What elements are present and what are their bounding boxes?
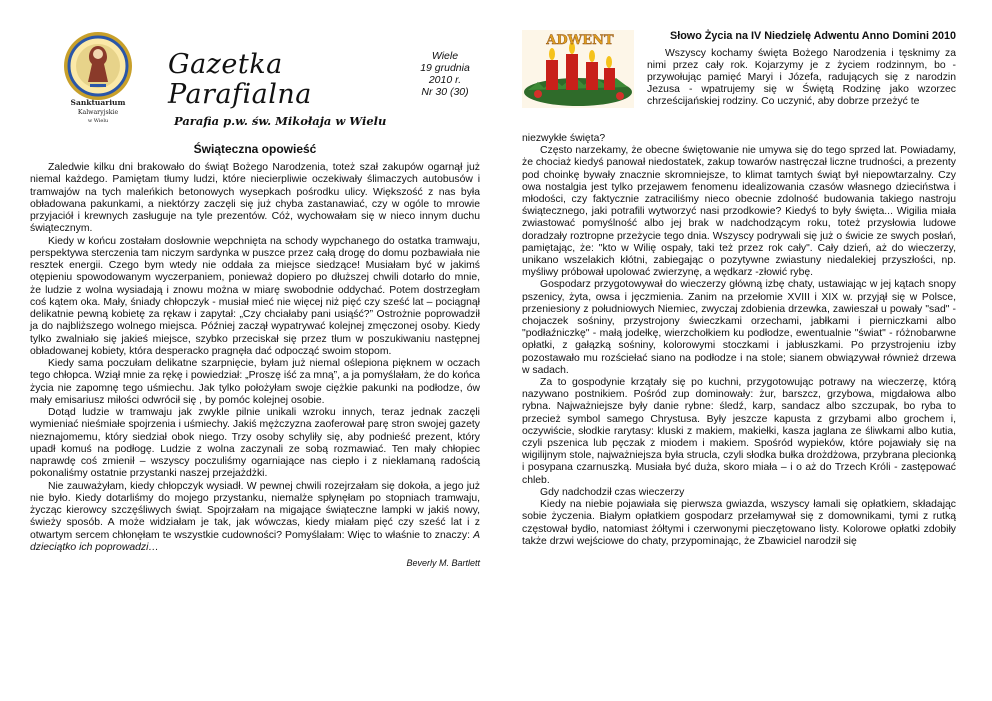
issue-info — [413, 50, 477, 98]
advent-label: ADWENT — [546, 33, 614, 48]
story-paragraph-5-text: Nie zauważyłam, kiedy chłopczyk wysiadł. W pewnej chwili rozejrzałam się dokoła, a jego już nie było. Kiedy dotarliśmy do mojego przystanku, niemalże spłynęłam po stopniach tramwaju, życząc kierowcy szczęśliwych świąt. Spojrzałam na migające świąteczne lampki w jakiś nowy, świeży sposób. A może widziałam je tak, jak wówczas, kiedy miałam pięć czy sześć lat i z otwartym sercem chłonęłam te wszystkie cudowności? Pomyślałam: Więc to właśnie to znaczy: — [30, 480, 480, 541]
advent-candles-image — [522, 30, 634, 108]
issue-year: 2010 r. — [428, 74, 462, 86]
issue-place: Wiele — [431, 50, 459, 62]
word-of-life-title: Słowo Życia na IV Niedzielę Adwentu Anno Domini 2010 — [670, 30, 956, 42]
intro-continuation: niezwykłe święta? — [522, 133, 606, 144]
intro-text — [647, 48, 956, 108]
reflection-paragraph-4: Kiedy na niebie pojawiała się pierwsza gwiazda, wszyscy łamali się opłatkiem, składając sobie życzenia. Białym opłatkiem gospodarz przełamywał się z domownikami, tymi z rutką częstował bydło, natomiast żółtymi i czerwonymi pieczętowano listy. Kolorowe opłatki zdobiły także drzwi wejściowe do chaty, przypominając, że Zbawiciel narodził się — [522, 499, 956, 547]
seal-line3: w Wielu — [87, 118, 109, 124]
story-paragraph-5 — [30, 481, 480, 555]
brand-block — [168, 50, 418, 128]
issue-day: 19 grudnia — [420, 62, 470, 74]
story-paragraph-3: Kiedy sama poczułam delikatne szarpnięcie, byłam już niemal oślepiona pięknem w oczach tego chłopca. Wziął mnie za rękę i powiedział: „Proszę iść za mną”, a ja pomyślałam, że do końca życia nie zapomnę tego uśmiechu. Jak tylko położyłam swoje ciężkie pakunki na podłodze, ów mały emisariusz miłości odwrócił się , by pomóc kolejnej osobie. — [30, 358, 480, 406]
issue-number: Nr 30 (30) — [421, 86, 469, 98]
story-paragraph-2: Kiedy w końcu zostałam dosłownie wepchnięta na schody wypchanego do ostatka tramwaju, perspektywa sterczenia tam niczym sardynka w puszce przez całą drogę do domu pozbawiała nie resztek energii. Czego bym wtedy nie oddała za miejsce siedzące! Musiałam być w jakimś otępieniu spowodowanym wyczerpaniem, ponieważ dopiero po dłuższej chwili dotarło do mnie, że ludzie z wolna wysiadają i znowu można w miarę swobodnie oddychać. Potem dostrzegłam coś kątem oka. Mały, śniady chłopczyk - musiał mieć nie więcej niż pięć czy sześć lat – pociągnął delikatnie pewną kobietę za rękaw i zapytał: „Czy chciałaby pani usiąść?” Ostrożnie poprowadził ja do najbliższego wolnego miejsca. Później zaczął wypatrywać kolejnej zmęczonej osoby. Kiedy tylko zwalniało się jakieś miejsce, szybko przeciskał się przez tłum w poszukiwaniu następnej obładowanej kobiety, która desperacko pragnęła dać odpocząć swoim stopom. — [30, 235, 480, 357]
left-column — [30, 28, 480, 688]
reflection-paragraph-3: Za to gospodynie krzątały się po kuchni, przygotowując potrawy na wieczerzę, którą nazywano postnikiem. Pośród zup dominowały: żur, barszcz, grzybowa, migdałowa albo rybna. Najważniejsze były danie rybne: śledź, karp, sandacz albo szczupak, bo ryba to przecież symbol samego Chrystusa. Były jeszcze kapusta z grzybami albo grochem i, oczywiście, słodkie rarytasy: kluski z makiem, makiełki, kasza jaglana ze śliwkami albo kutia, czyli pszenica lub pęczak z miodem i makiem. Spośród wypieków, które pojawiały się na wigilijnym stole, najważniejsza była strucla, czyli słodka bułka drożdżowa, przybrana plecionką i posypana czarnuszką. Musiała być duża, skoro miała – i o aż do Trzech Króli - zastępować chleb. — [522, 377, 956, 486]
parish-subtitle: Parafia p.w. św. Mikołaja w Wielu — [174, 114, 387, 128]
seal-line2: Kalwaryjskie — [77, 109, 119, 116]
sanctuary-seal-logo — [60, 30, 136, 126]
intro-paragraph: Wszyscy kochamy święta Bożego Narodzenia i tęsknimy za nimi przez cały rok. Kojarzymy je z życiem rodzinnym, bo - przywołując pamięć Maryi i Józefa, radujących się z narodzin Jezusa - wpatrujemy się w Świętą Rodzinę jako wzorzec chrześcijańskiej rodziny. Co uczynić, aby dobrze przeżyć te — [647, 48, 956, 108]
reflection-paragraph-1: Często narzekamy, że obecne świętowanie nie umywa się do tego sprzed lat. Powiadamy, że chociaż kiedyś panował niedostatek, zakup towarów nastręczał liczne trudności, a prezenty pod choinkę bywały znacznie skromniejsze, to klimat tamtych świąt był niepowtarzalny. Czy owa nostalgia jest tylko przejawem fenomenu idealizowania czasów własnego dzieciństwa i młodości, czy faktycznie zatraciliśmy nieco obecnie zdolność budowania takiego nastroju świątecznego, jaki potrafili wytworzyć nasi przodkowie? Kiedyś to były święta... Wigilia miała zwiastować pomyślność albo jej brak w nadchodzącym roku, toteż przysłowia ludowe doradzały roztropne przeżycie tego dnia. Wszyscy podrywali się już o świcie ze swych posłań, pamiętając, że: "kto w Wilię ospały, taki też przez rok cały". Cały dzień, aż do wieczerzy, unikano wszelakich kłótni, zabiegając o pozytywne zwiastuny niedalekiej przyszłości, np. myśliwy próbował upolować zwierzynę, a wędkarz -złowić rybę. — [522, 145, 956, 279]
story-paragraph-1: Zaledwie kilku dni brakowało do świąt Bożego Narodzenia, toteż szał zakupów ogarnął już niemal każdego. Pamiętam tłumy ludzi, które niecierpliwie oczekiwały ślimaczych autobusów i tramwajów na tych maleńkich betonowych wysepkach pośrodku ulicy. Większość z nas była obładowana pakunkami, a niektórzy zaczęli się już chyba zastanawiać, czy w ogóle to mrowie przyjaciół i krewnych zasługuje na tyle prezentów. Cóż, wychowałam się w nieco innym duchu świątecznym. — [30, 162, 480, 235]
reflection-subheading: Gdy nadchodził czas wieczerzy — [540, 486, 685, 498]
article-title: Świąteczna opowieść — [193, 142, 317, 156]
story-author: Beverly M. Bartlett — [406, 558, 480, 568]
newsletter-title: Gazetka Parafialna — [168, 49, 312, 110]
story-closing-quote: A dzieciątko ich poprowadzi… — [30, 529, 480, 553]
story-body — [30, 162, 480, 554]
reflection-paragraph-2: Gospodarz przygotowywał do wieczerzy główną izbę chaty, ustawiając w jej kątach snopy pszenicy, żyta, owsa i jęczmienia. Zanim na przełomie XVIII i XIX w. przyjął się w Polsce, przeniesiony z południowych Niemiec, zwyczaj zdobienia drzewka, zawieszał u powały "sad" - chojaczek sośniny, przystrojony świeczkami orzechami, jabłkami i pierniczkami albo "podłaźniczkę" - małą jodełkę, wierzchołkiem ku podłodze, ewentualnie "świat" - różnobarwne opłatki, z gałązką sośniny, kolorowymi stoczkami i jabłuszkami. Po przystrojeniu izby pozostawało mu rozściełać siano na podłodze i na stole; sianem obwiązywał również drzewa w sadach. — [522, 279, 956, 376]
story-paragraph-4: Dotąd ludzie w tramwaju jak zwykle pilnie unikali wzroku innych, teraz jednak zaczęli wymieniać nieśmiałe spojrzenia i uśmiechy. Jakiś mężczyzna zaoferował parę stron swojej gazety nieznajomemu, który siedział obok niego. Trzy osoby schyliły się, aby podnieść prezent, który upadł komuś na podłogę. Ludzie z wolna zaczynali ze sobą rozmawiać. Ten mały chłopiec naprawdę coś zmienił – wszyscy poczuliśmy ogarniające nas ciepło i z niekłamaną radością pokonaliśmy ostatnie przystanki naszej przejażdżki. — [30, 407, 480, 480]
reflection-body — [522, 133, 956, 548]
masthead — [30, 28, 480, 126]
right-column — [522, 30, 956, 690]
seal-name: Sanktuarium — [70, 98, 126, 107]
